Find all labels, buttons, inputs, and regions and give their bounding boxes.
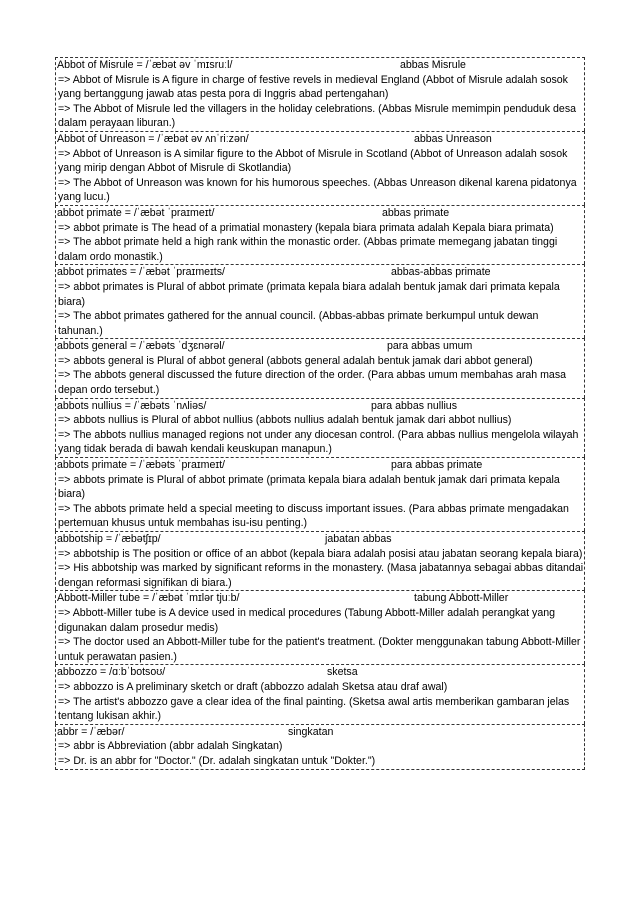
entry-translation: jabatan abbas (325, 533, 392, 545)
entry-example: => The artist's abbozzo gave a clear idea of the final painting. (Sketsa awal artis memberikan gambaran jelas tentang lukisan akhir.) (58, 695, 570, 723)
entry-example: => Dr. is an abbr for "Doctor." (Dr. adalah singkatan untuk "Dokter.") (58, 754, 376, 767)
entry-headline (57, 532, 584, 547)
entry-definition: => Abbott-Miller tube is A device used in medical procedures (Tabung Abbott-Miller adalah perangkat yang digunakan dalam prosedur medis) (58, 606, 556, 634)
entry-term: abbot primate = /ˈæbət ˈpraɪmeɪt/ (57, 206, 215, 219)
entry-example: => The doctor used an Abbott-Miller tube for the patient's treatment. (Dokter menggunakan tabung Abbott-Miller untuk perawatan pasien.) (58, 636, 581, 663)
entry-headline (57, 665, 584, 680)
entry-definition: => abbots nullius is Plural of abbot nullius (abbots nullius adalah bentuk jamak dari abbot nullius) (58, 414, 512, 427)
entry-translation: abbas primate (382, 206, 450, 219)
dictionary-entry (55, 590, 585, 664)
entry-term: abbr = /ˈæbər/ (57, 725, 125, 738)
dictionary-entry (55, 398, 585, 457)
entry-definition: => abbotship is The position or office of an abbot (kepala biara adalah posisi atau jabatan seorang kepala biara) (58, 547, 583, 560)
entry-translation: tabung Abbott-Miller (414, 592, 509, 605)
dictionary-entry (55, 264, 585, 338)
entry-term: abbots nullius = /ˈæbəts ˈnʌliəs/ (57, 399, 207, 412)
entry-translation: para abbas umum (387, 340, 473, 353)
dictionary-entry (55, 131, 585, 205)
dictionary-entry (55, 531, 585, 590)
entry-headline (57, 206, 584, 221)
entry-example: => The abbots general discussed the future direction of the order. (Para abbas umum membahas arah masa depan ordo tersebut.) (58, 369, 567, 397)
entry-translation: abbas Unreason (414, 132, 492, 145)
entry-definition: => Abbot of Unreason is A similar figure to the Abbot of Misrule in Scotland (Abbot of Unreason adalah sosok yang mirip dengan Abbot of Misrule di Skotlandia) (58, 147, 568, 175)
dictionary-entry (55, 338, 585, 397)
entry-term: Abbot of Misrule = /ˈæbət əv ˈmɪsruːl/ (57, 59, 233, 71)
entry-example: => The abbots primate held a special meeting to discuss important issues. (Para abbas primate mengadakan pertemuan khusus untuk membahas isu-isu penting.) (58, 502, 569, 530)
entry-term: abbozzo = /ɑːbˈbotsoʊ/ (57, 666, 166, 679)
dictionary-entry (55, 664, 585, 723)
entry-headline (57, 339, 584, 354)
entry-definition: => Abbot of Misrule is A figure in charge of festive revels in medieval England (Abbot of Misrule adalah sosok yang bertanggung jawab atas pesta pora di Inggris abad pertengahan) (58, 73, 568, 101)
entry-term: abbots general = /ˈæbəts ˈdʒɛnərəl/ (57, 340, 225, 353)
entry-example: => The abbots nullius managed regions not under any diocesan control. (Para abbas nullius mengelola wilayah yang tidak berada di bawah kendali keuskupan manapun.) (58, 428, 579, 456)
dictionary-entry (55, 724, 585, 770)
entry-translation: sketsa (327, 666, 358, 679)
entry-example: => The abbot primates gathered for the annual council. (Abbas-abbas primate berkumpul untuk dewan tahunan.) (58, 310, 539, 337)
entry-definition: => abbot primates is Plural of abbot primate (primata kepala biara adalah bentuk jamak dari primata kepala biara) (58, 280, 560, 308)
entry-definition: => abbozzo is A preliminary sketch or draft (abbozzo adalah Sketsa atau draf awal) (58, 680, 448, 693)
entry-translation: para abbas nullius (371, 399, 457, 412)
entry-example: => His abbotship was marked by significant reforms in the monastery. (Masa jabatannya sebagai abbas ditandai dengan reformasi signifikan di biara.) (58, 562, 584, 589)
entry-term: abbot primates = /ˈæbət ˈpraɪmeɪts/ (57, 266, 225, 279)
entry-headline (57, 591, 584, 606)
entry-translation: abbas-abbas primate (391, 266, 491, 279)
entry-headline (57, 399, 584, 414)
entry-headline (57, 265, 584, 280)
entry-headline (57, 132, 584, 147)
entry-definition: => abbr is Abbreviation (abbr adalah Singkatan) (58, 740, 283, 753)
dictionary-entry (55, 457, 585, 531)
entry-example: => The Abbot of Misrule led the villagers in the holiday celebrations. (Abbas Misrule memimpin penduduk desa dalam perayaan liburan.) (58, 102, 577, 130)
entry-example: => The Abbot of Unreason was known for his humorous speeches. (Abbas Unreason dikenal karena pidatonya yang lucu.) (58, 176, 577, 204)
dictionary-page (55, 57, 585, 770)
entry-example: => The abbot primate held a high rank within the monastic order. (Abbas primate memegang jabatan tinggi dalam ordo monastik.) (58, 236, 558, 263)
entry-headline (57, 58, 584, 73)
entry-translation: abbas Misrule (400, 59, 466, 71)
entry-term: abbots primate = /ˈæbəts ˈpraɪmeɪt/ (57, 459, 225, 472)
entry-translation: singkatan (288, 725, 334, 738)
entry-translation: para abbas primate (391, 459, 483, 472)
entry-term: Abbott-Miller tube = /ˈæbət ˈmɪlər tjuːb/ (57, 592, 240, 605)
entry-definition: => abbots primate is Plural of abbot primate (primata kepala biara adalah bentuk jamak dari primata kepala biara) (58, 473, 560, 501)
entry-definition: => abbots general is Plural of abbot general (abbots general adalah bentuk jamak dari abbot general) (58, 354, 533, 367)
entry-headline (57, 458, 584, 473)
entry-definition: => abbot primate is The head of a primatial monastery (kepala biara primata adalah Kepala biara primata) (58, 221, 554, 234)
dictionary-entry (55, 205, 585, 264)
entry-term: Abbot of Unreason = /ˈæbət əv ʌnˈriːzən/ (57, 132, 249, 145)
dictionary-entry (55, 57, 585, 131)
entry-headline (57, 725, 584, 740)
entry-term: abbotship = /ˈæbətʃɪp/ (57, 533, 161, 545)
